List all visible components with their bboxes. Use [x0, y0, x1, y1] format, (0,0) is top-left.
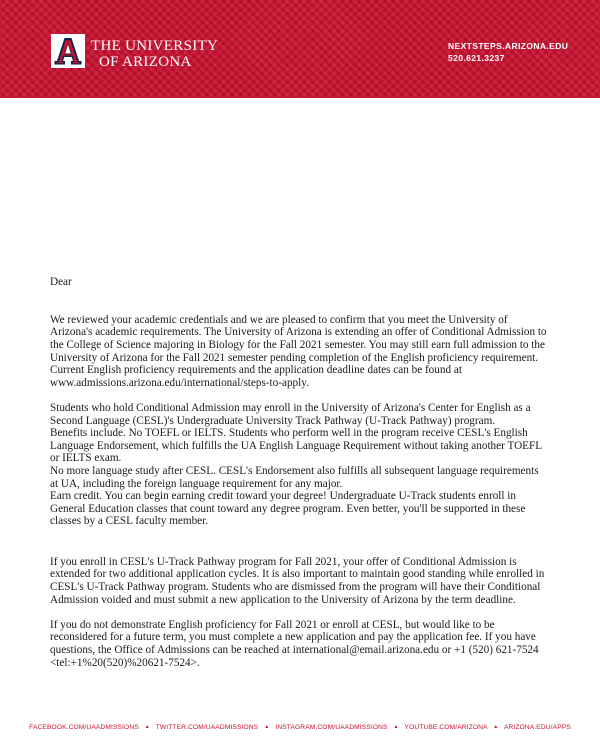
paragraph-cesl-pathway: Students who hold Conditional Admission may enroll in the University of Arizona's Center for English as a Second Language (CESL)'s Undergraduate University Track Pathway (U-Track Pathway) program. Benefits include. No TOEFL or IELTS. Students who perform well in the program receive CESL's English Language Endorsement, which fulfills the UA English Language Requirement without taking another TOEFL or IELTS exam. No more language study after CESL. CESL's Endorsement also fulfills all subsequent language requirements at UA, including the foreign language requirement for any major. Earn credit. You can begin earning credit toward your degree! Undergraduate U-Track students enroll in General Education classes that count toward any degree program. Even better, you'll be supported in these classes by a CESL faculty member. [50, 401, 543, 528]
paragraph-reconsideration: If you do not demonstrate English proficiency for Fall 2021 or enroll at CESL, but would like to be reconsidered for a future term, you must complete a new application and pay the application fee. If you have questions, the Office of Admissions can be reached at international@email.arizona.edu or +1 (520) 621-7524 <tel:+1%20(520)%20621-7524>. [50, 618, 539, 669]
wordmark-line-2: OF ARIZONA [99, 54, 192, 70]
salutation: Dear [50, 276, 72, 288]
footer-separator-icon: ▲ [264, 724, 270, 730]
footer-separator-icon: ▲ [144, 724, 150, 730]
letterhead-banner [0, 0, 600, 98]
university-logo [51, 34, 85, 68]
footer-link-twitter[interactable]: TWITTER.COM/UAADMISSIONS [155, 724, 259, 731]
footer-separator-icon: ▲ [493, 724, 499, 730]
social-footer [0, 724, 600, 731]
footer-link-facebook[interactable]: FACEBOOK.COM/UAADMISSIONS [29, 724, 139, 731]
paragraph-enrollment-terms: If you enroll in CESL's U-Track Pathway program for Fall 2021, your offer of Conditional Admission is extended for two additional application cycles. It is also important to maintain good standing while enrolled in CESL's U-Track Pathway program. Students who are dismissed from the program will have their Conditional Admission voided and must submit a new application to the University of Arizona by the term deadline. [50, 555, 545, 606]
footer-link-apps[interactable]: ARIZONA.EDU/APPS [503, 724, 571, 731]
paragraph-academic-review: We reviewed your academic credentials and we are pleased to confirm that you meet the University of Arizona's academic requirements. The University of Arizona is extending an offer of Conditional Admission to the College of Science majoring in Biology for the Fall 2021 semester. You may still earn full admission to the University of Arizona for the Fall 2021 semester pending completion of the English proficiency requirement. Current English proficiency requirements and the application deadline dates can be found at www.admissions.arizona.edu/international/steps-to-apply. [50, 313, 547, 389]
wordmark-line-1: THE UNIVERSITY [91, 38, 219, 54]
footer-link-instagram[interactable]: INSTAGRAM.COM/UAADMISSIONS [275, 724, 388, 731]
block-a-logo-icon [51, 34, 85, 68]
university-wordmark [91, 38, 218, 70]
footer-link-youtube[interactable]: YOUTUBE.COM/ARIZONA [404, 724, 488, 731]
header-website-link[interactable]: NEXTSTEPS.ARIZONA.EDU [448, 41, 569, 51]
letter-body [50, 276, 562, 669]
footer-separator-icon: ▲ [393, 724, 399, 730]
header-contact [448, 40, 568, 64]
header-phone: 520.621.3237 [448, 53, 505, 63]
